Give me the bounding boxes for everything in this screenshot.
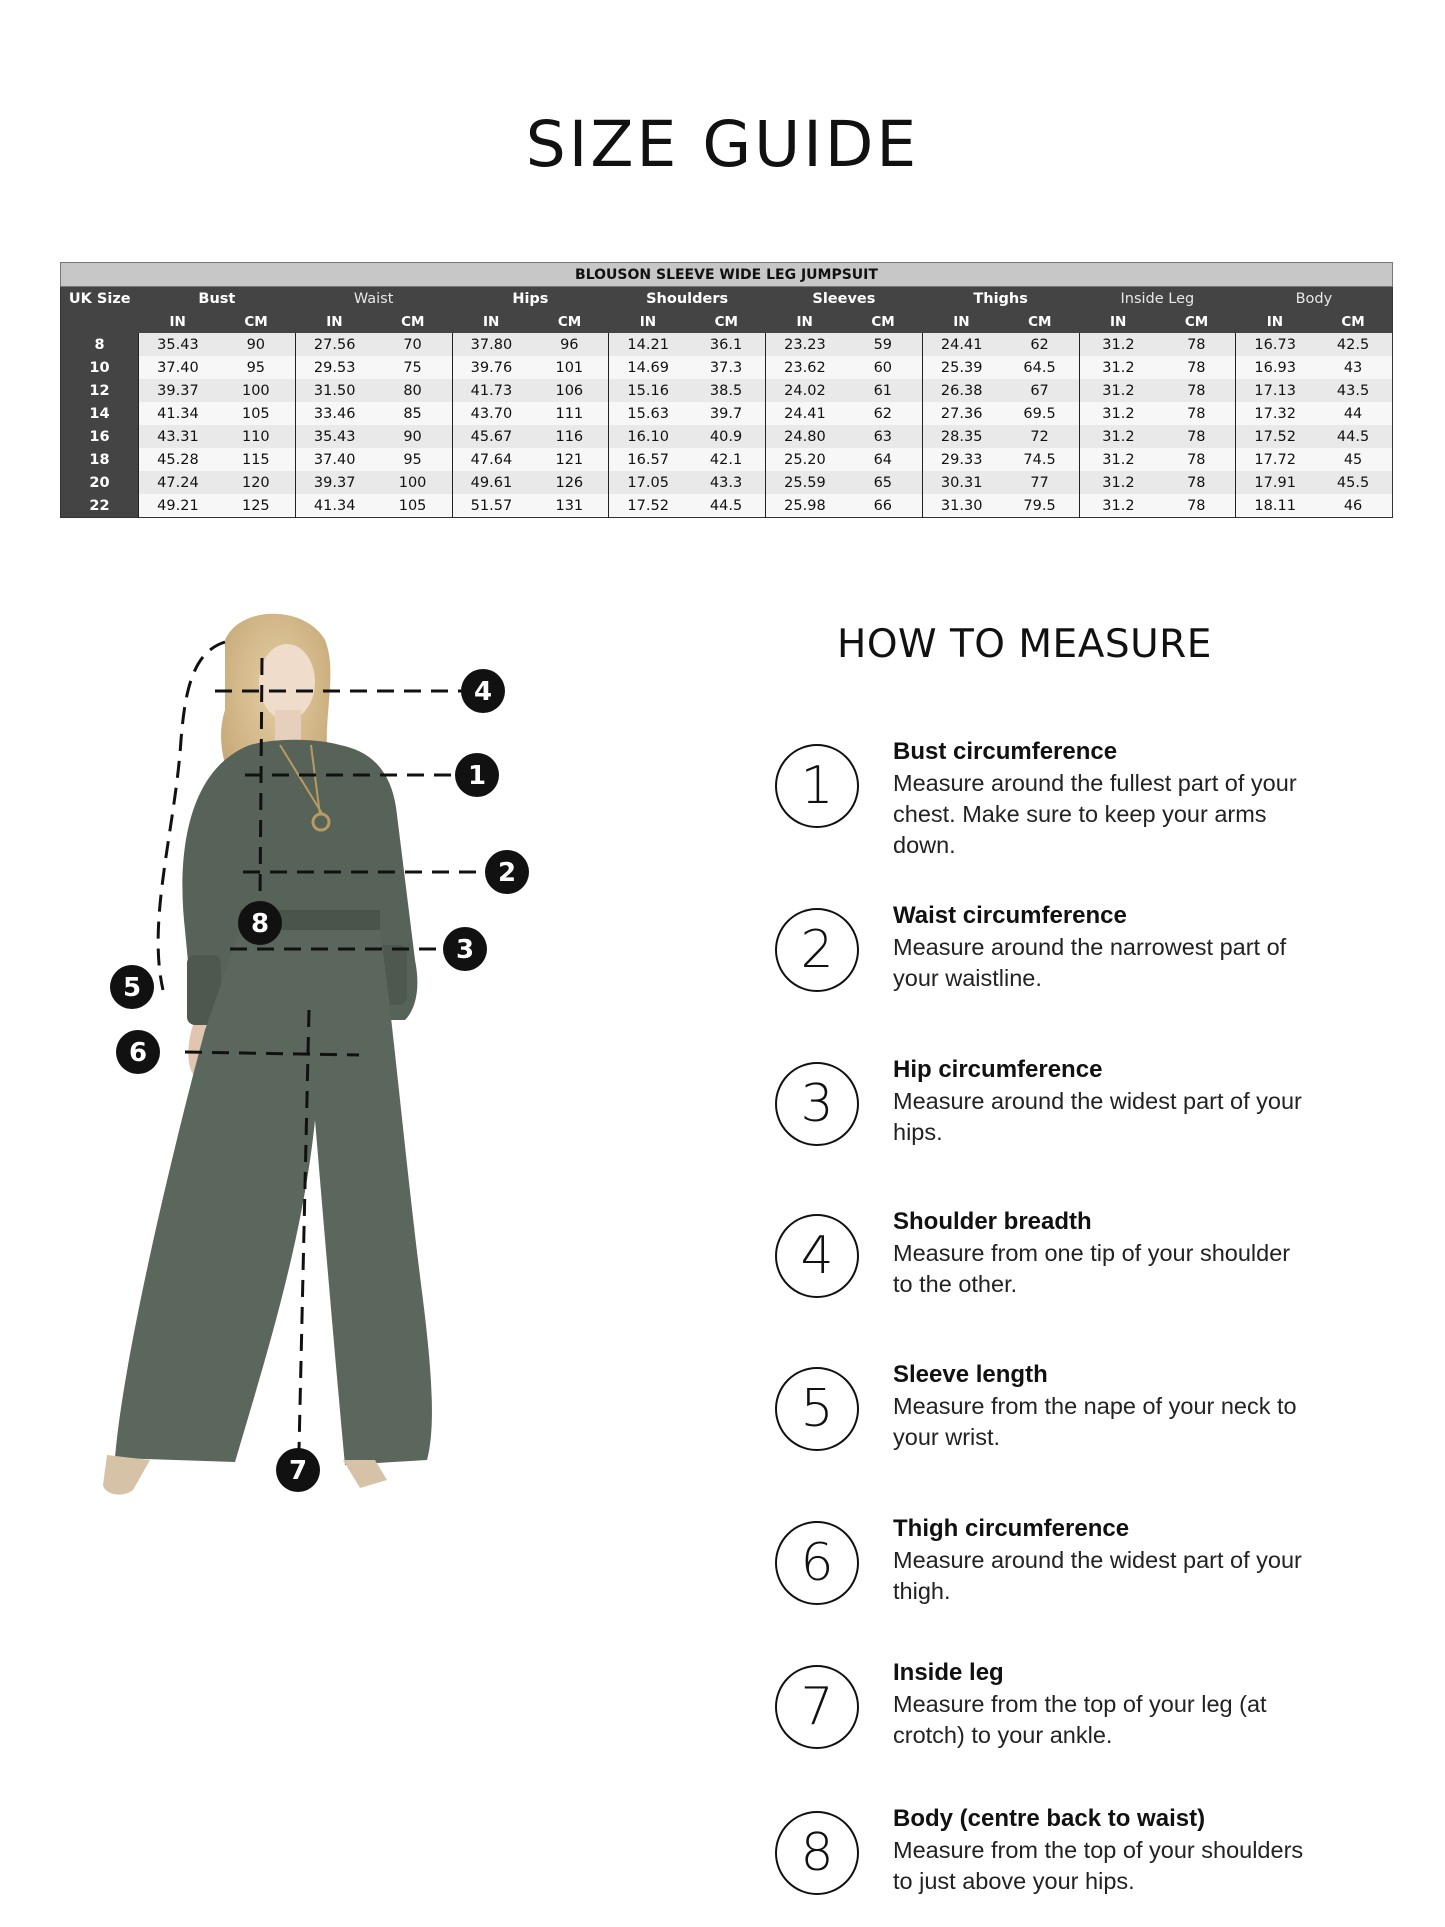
table-row [61,379,1393,402]
inch-value-cell: 24.41 [766,402,844,425]
cm-value-cell: 64.5 [1001,356,1079,379]
unit-header-blank [61,310,139,333]
cm-value-cell: 100 [217,379,295,402]
step-title: Inside leg [893,1659,1004,1686]
step-number-circle: 4 [775,1214,859,1298]
table-row [61,448,1393,471]
marker-4-label: 4 [473,677,493,707]
cm-value-cell: 78 [1157,356,1235,379]
cm-value-cell: 69.5 [1001,402,1079,425]
inch-value-cell: 41.34 [139,402,217,425]
inch-value-cell: 14.21 [609,333,687,356]
inch-value-cell: 31.2 [1079,379,1157,402]
inch-value-cell: 26.38 [922,379,1000,402]
cm-value-cell: 111 [530,402,608,425]
unit-header: CM [844,310,922,333]
inch-value-cell: 25.59 [766,471,844,494]
measure-step-3 [775,1056,1415,1172]
marker-3-label: 3 [455,935,475,965]
inch-value-cell: 45.67 [452,425,530,448]
inch-value-cell: 16.93 [1236,356,1314,379]
inch-value-cell: 16.57 [609,448,687,471]
unit-header: CM [1001,310,1079,333]
cm-value-cell: 110 [217,425,295,448]
table-row [61,402,1393,425]
inch-value-cell: 43.70 [452,402,530,425]
cm-value-cell: 43 [1314,356,1392,379]
cm-value-cell: 45 [1314,448,1392,471]
inch-value-cell: 17.52 [609,494,687,518]
cm-value-cell: 44.5 [1314,425,1392,448]
inch-value-cell: 39.76 [452,356,530,379]
cm-value-cell: 95 [374,448,452,471]
cm-value-cell: 66 [844,494,922,518]
inch-value-cell: 31.2 [1079,402,1157,425]
cm-value-cell: 100 [374,471,452,494]
inch-value-cell: 17.13 [1236,379,1314,402]
step-description: Measure from the nape of your neck to your wrist. [893,1393,1297,1450]
step-number-circle: 6 [775,1521,859,1605]
step-number-circle: 3 [775,1062,859,1146]
inch-value-cell: 17.52 [1236,425,1314,448]
inch-value-cell: 47.64 [452,448,530,471]
cm-value-cell: 105 [374,494,452,518]
cm-value-cell: 67 [1001,379,1079,402]
marker-2 [485,850,529,894]
step-number-circle: 7 [775,1665,859,1749]
marker-8-label: 8 [250,909,270,939]
marker-6 [116,1030,160,1074]
step-description: Measure from the top of your leg (at crotch) to your ankle. [893,1691,1267,1748]
step-number-circle: 2 [775,908,859,992]
group-header: Body [1236,287,1393,311]
cm-value-cell: 78 [1157,425,1235,448]
cm-value-cell: 90 [217,333,295,356]
measure-step-5 [775,1361,1415,1477]
uk-size-cell: 12 [61,379,139,402]
inch-value-cell: 24.41 [922,333,1000,356]
step-title: Bust circumference [893,738,1118,765]
cm-value-cell: 78 [1157,448,1235,471]
cm-value-cell: 121 [530,448,608,471]
cm-value-cell: 75 [374,356,452,379]
cm-value-cell: 70 [374,333,452,356]
uk-size-cell: 16 [61,425,139,448]
measure-step-4 [775,1208,1415,1324]
inch-value-cell: 33.46 [295,402,373,425]
marker-8 [238,901,282,945]
inch-value-cell: 15.16 [609,379,687,402]
inch-value-cell: 28.35 [922,425,1000,448]
inch-value-cell: 17.72 [1236,448,1314,471]
cm-value-cell: 79.5 [1001,494,1079,518]
cm-value-cell: 78 [1157,402,1235,425]
unit-header: IN [766,310,844,333]
step-description: Measure from one tip of your shoulder to the other. [893,1240,1291,1297]
uk-size-cell: 10 [61,356,139,379]
marker-1 [455,753,499,797]
marker-7 [276,1448,320,1492]
inch-value-cell: 27.36 [922,402,1000,425]
inch-value-cell: 43.31 [139,425,217,448]
inch-value-cell: 31.2 [1079,333,1157,356]
inch-value-cell: 16.73 [1236,333,1314,356]
inch-value-cell: 37.40 [295,448,373,471]
inch-value-cell: 17.32 [1236,402,1314,425]
unit-header: IN [922,310,1000,333]
inch-value-cell: 24.80 [766,425,844,448]
uk-size-cell: 18 [61,448,139,471]
unit-header: CM [1157,310,1235,333]
cm-value-cell: 77 [1001,471,1079,494]
uk-size-cell: 8 [61,333,139,356]
step-title: Shoulder breadth [893,1208,1092,1235]
inch-value-cell: 29.33 [922,448,1000,471]
unit-header: IN [609,310,687,333]
cm-value-cell: 78 [1157,471,1235,494]
inch-value-cell: 27.56 [295,333,373,356]
cm-value-cell: 95 [217,356,295,379]
group-header: Sleeves [766,287,923,311]
inch-value-cell: 37.40 [139,356,217,379]
cm-value-cell: 43.5 [1314,379,1392,402]
unit-header: IN [1236,310,1314,333]
cm-value-cell: 62 [844,402,922,425]
step-number-circle: 1 [775,744,859,828]
unit-header: CM [687,310,765,333]
inch-value-cell: 39.37 [295,471,373,494]
table-row [61,333,1393,356]
cm-value-cell: 39.7 [687,402,765,425]
cm-value-cell: 126 [530,471,608,494]
step-title: Hip circumference [893,1056,1103,1083]
cm-value-cell: 60 [844,356,922,379]
unit-header: IN [139,310,217,333]
step-number-circle: 8 [775,1811,859,1895]
unit-header: CM [217,310,295,333]
inch-value-cell: 39.37 [139,379,217,402]
measure-step-2 [775,902,1415,1018]
inch-value-cell: 47.24 [139,471,217,494]
step-title: Waist circumference [893,902,1127,929]
inch-value-cell: 49.21 [139,494,217,518]
inch-value-cell: 31.2 [1079,494,1157,518]
step-description: Measure from the top of your shoulders to just above your hips. [893,1837,1304,1894]
page-title: SIZE GUIDE [525,108,920,181]
table-row [61,425,1393,448]
measure-step-8 [775,1805,1415,1921]
measure-step-7 [775,1659,1415,1775]
step-description: Measure around the widest part of your thigh. [893,1547,1302,1604]
marker-1-label: 1 [467,761,487,791]
cm-value-cell: 61 [844,379,922,402]
inch-value-cell: 25.98 [766,494,844,518]
uk-size-header: UK Size [61,287,139,311]
inch-value-cell: 24.02 [766,379,844,402]
cm-value-cell: 80 [374,379,452,402]
cm-value-cell: 38.5 [687,379,765,402]
table-row [61,471,1393,494]
inch-value-cell: 23.62 [766,356,844,379]
cm-value-cell: 96 [530,333,608,356]
cm-value-cell: 59 [844,333,922,356]
inch-value-cell: 31.2 [1079,356,1157,379]
table-caption: BLOUSON SLEEVE WIDE LEG JUMPSUIT [61,263,1393,287]
group-header: Waist [295,287,452,311]
cm-value-cell: 85 [374,402,452,425]
group-header: Shoulders [609,287,766,311]
cm-value-cell: 62 [1001,333,1079,356]
unit-header: IN [295,310,373,333]
cm-value-cell: 74.5 [1001,448,1079,471]
inch-value-cell: 37.80 [452,333,530,356]
size-table-body [61,333,1393,518]
cm-value-cell: 125 [217,494,295,518]
inch-value-cell: 31.30 [922,494,1000,518]
cm-value-cell: 36.1 [687,333,765,356]
inch-value-cell: 41.34 [295,494,373,518]
inch-value-cell: 15.63 [609,402,687,425]
cm-value-cell: 116 [530,425,608,448]
cm-value-cell: 40.9 [687,425,765,448]
cm-value-cell: 106 [530,379,608,402]
inch-value-cell: 17.05 [609,471,687,494]
cm-value-cell: 37.3 [687,356,765,379]
step-number-circle: 5 [775,1367,859,1451]
marker-6-label: 6 [128,1038,148,1068]
measure-step-6 [775,1515,1415,1631]
cm-value-cell: 42.1 [687,448,765,471]
inch-value-cell: 29.53 [295,356,373,379]
marker-2-label: 2 [497,858,517,888]
inch-value-cell: 31.2 [1079,471,1157,494]
cm-value-cell: 105 [217,402,295,425]
measure-step-1 [775,738,1415,858]
cm-value-cell: 101 [530,356,608,379]
inch-value-cell: 41.73 [452,379,530,402]
group-header: Inside Leg [1079,287,1236,311]
cm-value-cell: 44.5 [687,494,765,518]
step-description: Measure around the fullest part of your chest. Make sure to keep your arms down. [893,770,1297,858]
cm-value-cell: 90 [374,425,452,448]
inch-value-cell: 17.91 [1236,471,1314,494]
step-description: Measure around the narrowest part of your waistline. [893,934,1287,991]
inch-value-cell: 25.20 [766,448,844,471]
cm-value-cell: 78 [1157,333,1235,356]
inch-value-cell: 45.28 [139,448,217,471]
step-title: Sleeve length [893,1361,1048,1388]
inch-value-cell: 49.61 [452,471,530,494]
inch-value-cell: 16.10 [609,425,687,448]
step-title: Thigh circumference [893,1515,1130,1542]
marker-3 [443,927,487,971]
cm-value-cell: 44 [1314,402,1392,425]
figure-illustration [75,600,695,1920]
inch-value-cell: 30.31 [922,471,1000,494]
uk-size-cell: 22 [61,494,139,518]
group-header: Hips [452,287,609,311]
cm-value-cell: 63 [844,425,922,448]
cm-value-cell: 115 [217,448,295,471]
cm-value-cell: 131 [530,494,608,518]
uk-size-cell: 20 [61,471,139,494]
inch-value-cell: 14.69 [609,356,687,379]
unit-header: CM [530,310,608,333]
marker-7-label: 7 [288,1456,308,1486]
inch-value-cell: 31.50 [295,379,373,402]
cm-value-cell: 45.5 [1314,471,1392,494]
inch-value-cell: 23.23 [766,333,844,356]
marker-4 [461,669,505,713]
unit-header: IN [452,310,530,333]
table-row [61,494,1393,518]
cm-value-cell: 78 [1157,494,1235,518]
cm-value-cell: 42.5 [1314,333,1392,356]
inch-value-cell: 18.11 [1236,494,1314,518]
inch-value-cell: 35.43 [139,333,217,356]
table-row [61,356,1393,379]
cm-value-cell: 43.3 [687,471,765,494]
cm-value-cell: 78 [1157,379,1235,402]
step-title: Body (centre back to waist) [893,1805,1206,1832]
uk-size-cell: 14 [61,402,139,425]
inch-value-cell: 31.2 [1079,448,1157,471]
group-header: Thighs [922,287,1079,311]
cm-value-cell: 65 [844,471,922,494]
cm-value-cell: 120 [217,471,295,494]
inch-value-cell: 25.39 [922,356,1000,379]
size-table [60,262,1393,518]
cm-value-cell: 46 [1314,494,1392,518]
unit-header: CM [374,310,452,333]
group-header: Bust [139,287,296,311]
inch-value-cell: 35.43 [295,425,373,448]
how-to-measure-heading: HOW TO MEASURE [837,622,1212,667]
unit-header: CM [1314,310,1392,333]
marker-5-label: 5 [122,973,142,1003]
unit-header: IN [1079,310,1157,333]
inch-value-cell: 31.2 [1079,425,1157,448]
marker-5 [110,965,154,1009]
cm-value-cell: 72 [1001,425,1079,448]
step-description: Measure around the widest part of your hips. [893,1088,1302,1145]
inch-value-cell: 51.57 [452,494,530,518]
cm-value-cell: 64 [844,448,922,471]
